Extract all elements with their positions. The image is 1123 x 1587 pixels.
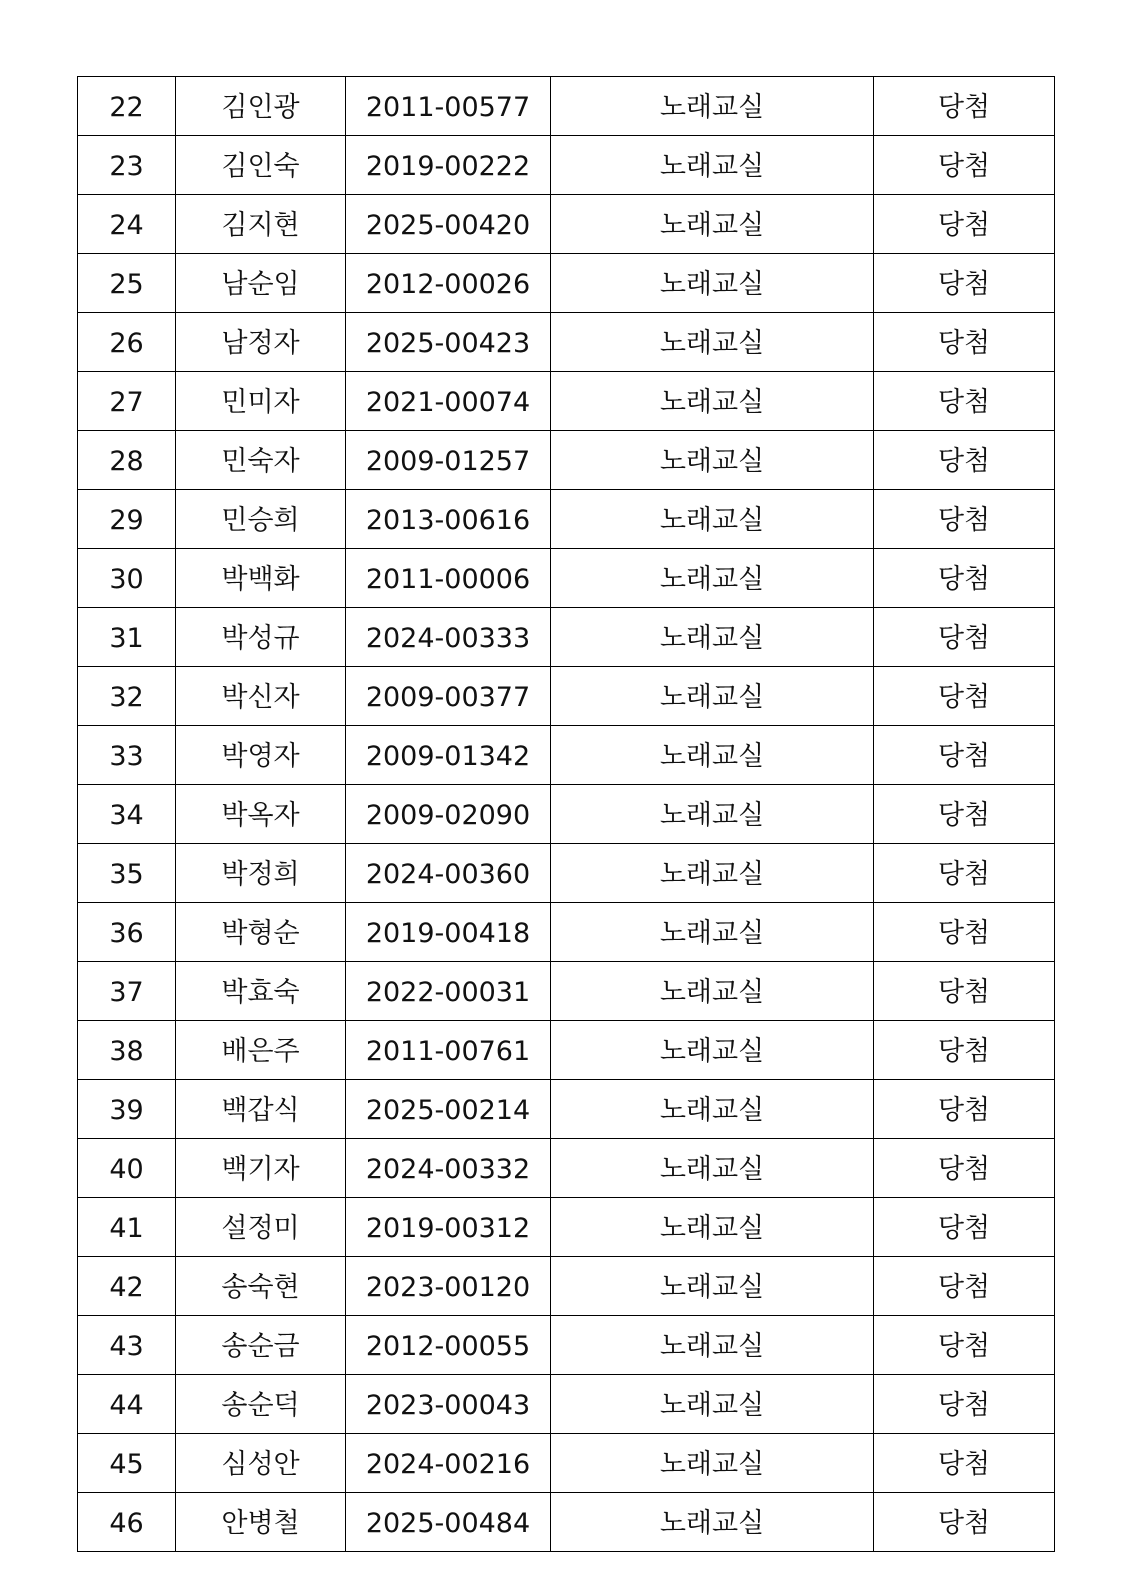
member-name-cell: 김인광	[176, 77, 346, 136]
member-id-cell: 2012-00055	[346, 1316, 551, 1375]
class-name-cell: 노래교실	[551, 962, 874, 1021]
member-id-cell: 2019-00222	[346, 136, 551, 195]
class-name-cell: 노래교실	[551, 1375, 874, 1434]
table-row	[78, 195, 1055, 254]
member-id-cell: 2025-00484	[346, 1493, 551, 1552]
result-status-cell: 당첨	[874, 1139, 1055, 1198]
class-name-cell: 노래교실	[551, 608, 874, 667]
result-status-cell: 당첨	[874, 77, 1055, 136]
table-row	[78, 77, 1055, 136]
result-status-cell: 당첨	[874, 254, 1055, 313]
table-row	[78, 136, 1055, 195]
member-id-cell: 2024-00332	[346, 1139, 551, 1198]
row-number-cell: 28	[78, 431, 176, 490]
class-name-cell: 노래교실	[551, 785, 874, 844]
result-status-cell: 당첨	[874, 490, 1055, 549]
table-row	[78, 254, 1055, 313]
class-name-cell: 노래교실	[551, 1198, 874, 1257]
member-id-cell: 2009-01257	[346, 431, 551, 490]
table-row	[78, 608, 1055, 667]
member-id-cell: 2023-00043	[346, 1375, 551, 1434]
table-row	[78, 1434, 1055, 1493]
member-name-cell: 설정미	[176, 1198, 346, 1257]
member-id-cell: 2013-00616	[346, 490, 551, 549]
member-name-cell: 민숙자	[176, 431, 346, 490]
member-name-cell: 백기자	[176, 1139, 346, 1198]
class-name-cell: 노래교실	[551, 549, 874, 608]
result-status-cell: 당첨	[874, 785, 1055, 844]
member-id-cell: 2024-00216	[346, 1434, 551, 1493]
row-number-cell: 23	[78, 136, 176, 195]
member-id-cell: 2011-00006	[346, 549, 551, 608]
table-row	[78, 667, 1055, 726]
result-status-cell: 당첨	[874, 962, 1055, 1021]
result-status-cell: 당첨	[874, 1434, 1055, 1493]
result-status-cell: 당첨	[874, 844, 1055, 903]
class-name-cell: 노래교실	[551, 1316, 874, 1375]
class-name-cell: 노래교실	[551, 1434, 874, 1493]
member-name-cell: 남정자	[176, 313, 346, 372]
row-number-cell: 33	[78, 726, 176, 785]
member-name-cell: 박백화	[176, 549, 346, 608]
result-status-cell: 당첨	[874, 195, 1055, 254]
result-status-cell: 당첨	[874, 1375, 1055, 1434]
table-row	[78, 1198, 1055, 1257]
member-name-cell: 송순덕	[176, 1375, 346, 1434]
member-id-cell: 2024-00333	[346, 608, 551, 667]
member-id-cell: 2024-00360	[346, 844, 551, 903]
member-id-cell: 2011-00577	[346, 77, 551, 136]
result-status-cell: 당첨	[874, 1198, 1055, 1257]
table-row	[78, 431, 1055, 490]
class-name-cell: 노래교실	[551, 313, 874, 372]
member-id-cell: 2012-00026	[346, 254, 551, 313]
member-id-cell: 2009-00377	[346, 667, 551, 726]
table-row	[78, 962, 1055, 1021]
result-status-cell: 당첨	[874, 667, 1055, 726]
member-id-cell: 2021-00074	[346, 372, 551, 431]
member-name-cell: 배은주	[176, 1021, 346, 1080]
row-number-cell: 42	[78, 1257, 176, 1316]
row-number-cell: 41	[78, 1198, 176, 1257]
table-row	[78, 1080, 1055, 1139]
member-name-cell: 심성안	[176, 1434, 346, 1493]
member-name-cell: 민승희	[176, 490, 346, 549]
result-status-cell: 당첨	[874, 726, 1055, 785]
member-name-cell: 박영자	[176, 726, 346, 785]
class-name-cell: 노래교실	[551, 667, 874, 726]
class-name-cell: 노래교실	[551, 1257, 874, 1316]
row-number-cell: 43	[78, 1316, 176, 1375]
result-status-cell: 당첨	[874, 549, 1055, 608]
class-name-cell: 노래교실	[551, 726, 874, 785]
table-row	[78, 1257, 1055, 1316]
member-id-cell: 2019-00418	[346, 903, 551, 962]
row-number-cell: 46	[78, 1493, 176, 1552]
row-number-cell: 30	[78, 549, 176, 608]
result-table-body	[78, 77, 1055, 1552]
member-name-cell: 박효숙	[176, 962, 346, 1021]
member-name-cell: 민미자	[176, 372, 346, 431]
row-number-cell: 40	[78, 1139, 176, 1198]
member-name-cell: 박신자	[176, 667, 346, 726]
table-row	[78, 1375, 1055, 1434]
table-row	[78, 372, 1055, 431]
table-row	[78, 1021, 1055, 1080]
table-row	[78, 1316, 1055, 1375]
member-id-cell: 2025-00423	[346, 313, 551, 372]
class-name-cell: 노래교실	[551, 254, 874, 313]
member-id-cell: 2025-00420	[346, 195, 551, 254]
result-status-cell: 당첨	[874, 431, 1055, 490]
member-name-cell: 박정희	[176, 844, 346, 903]
result-status-cell: 당첨	[874, 136, 1055, 195]
row-number-cell: 37	[78, 962, 176, 1021]
member-id-cell: 2022-00031	[346, 962, 551, 1021]
result-status-cell: 당첨	[874, 903, 1055, 962]
row-number-cell: 29	[78, 490, 176, 549]
result-status-cell: 당첨	[874, 608, 1055, 667]
row-number-cell: 36	[78, 903, 176, 962]
lottery-result-table	[77, 76, 1055, 1552]
table-row	[78, 313, 1055, 372]
result-status-cell: 당첨	[874, 1316, 1055, 1375]
member-id-cell: 2023-00120	[346, 1257, 551, 1316]
class-name-cell: 노래교실	[551, 490, 874, 549]
class-name-cell: 노래교실	[551, 844, 874, 903]
row-number-cell: 32	[78, 667, 176, 726]
result-status-cell: 당첨	[874, 1493, 1055, 1552]
row-number-cell: 22	[78, 77, 176, 136]
row-number-cell: 26	[78, 313, 176, 372]
row-number-cell: 27	[78, 372, 176, 431]
table-row	[78, 490, 1055, 549]
table-row	[78, 785, 1055, 844]
member-name-cell: 송순금	[176, 1316, 346, 1375]
row-number-cell: 35	[78, 844, 176, 903]
table-row	[78, 1493, 1055, 1552]
row-number-cell: 44	[78, 1375, 176, 1434]
row-number-cell: 24	[78, 195, 176, 254]
row-number-cell: 34	[78, 785, 176, 844]
member-id-cell: 2025-00214	[346, 1080, 551, 1139]
member-name-cell: 안병철	[176, 1493, 346, 1552]
member-name-cell: 백갑식	[176, 1080, 346, 1139]
class-name-cell: 노래교실	[551, 1021, 874, 1080]
class-name-cell: 노래교실	[551, 195, 874, 254]
member-name-cell: 김인숙	[176, 136, 346, 195]
class-name-cell: 노래교실	[551, 1493, 874, 1552]
class-name-cell: 노래교실	[551, 136, 874, 195]
member-id-cell: 2009-02090	[346, 785, 551, 844]
row-number-cell: 39	[78, 1080, 176, 1139]
member-name-cell: 박성규	[176, 608, 346, 667]
class-name-cell: 노래교실	[551, 1139, 874, 1198]
class-name-cell: 노래교실	[551, 77, 874, 136]
row-number-cell: 31	[78, 608, 176, 667]
class-name-cell: 노래교실	[551, 903, 874, 962]
table-row	[78, 549, 1055, 608]
result-status-cell: 당첨	[874, 372, 1055, 431]
result-status-cell: 당첨	[874, 1021, 1055, 1080]
class-name-cell: 노래교실	[551, 431, 874, 490]
table-row	[78, 1139, 1055, 1198]
member-name-cell: 김지현	[176, 195, 346, 254]
table-row	[78, 844, 1055, 903]
table-row	[78, 903, 1055, 962]
member-name-cell: 박형순	[176, 903, 346, 962]
member-id-cell: 2011-00761	[346, 1021, 551, 1080]
member-name-cell: 송숙현	[176, 1257, 346, 1316]
member-id-cell: 2019-00312	[346, 1198, 551, 1257]
row-number-cell: 38	[78, 1021, 176, 1080]
member-name-cell: 박옥자	[176, 785, 346, 844]
class-name-cell: 노래교실	[551, 372, 874, 431]
result-status-cell: 당첨	[874, 313, 1055, 372]
row-number-cell: 45	[78, 1434, 176, 1493]
result-status-cell: 당첨	[874, 1257, 1055, 1316]
result-status-cell: 당첨	[874, 1080, 1055, 1139]
member-id-cell: 2009-01342	[346, 726, 551, 785]
member-name-cell: 남순임	[176, 254, 346, 313]
row-number-cell: 25	[78, 254, 176, 313]
class-name-cell: 노래교실	[551, 1080, 874, 1139]
table-row	[78, 726, 1055, 785]
